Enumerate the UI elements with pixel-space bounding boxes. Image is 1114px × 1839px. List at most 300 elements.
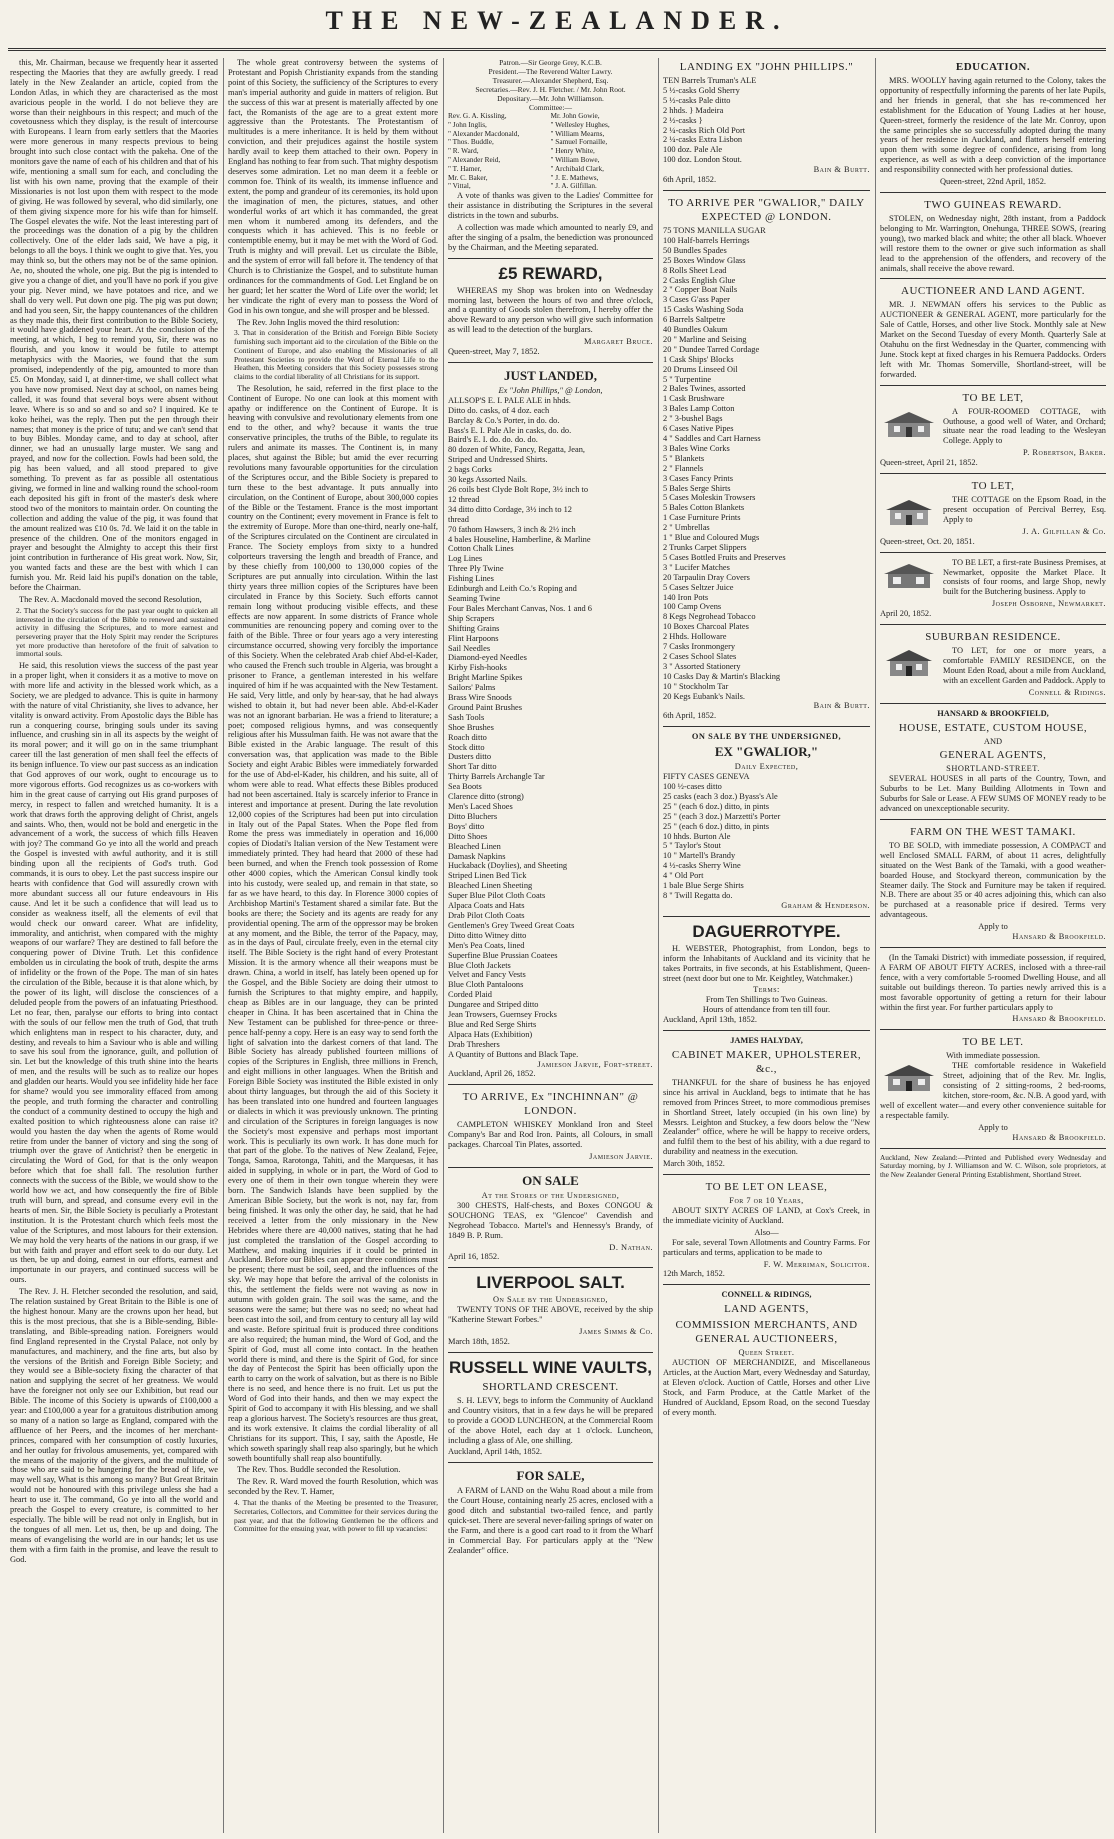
column-divider <box>658 58 659 1833</box>
vaults-title: RUSSELL WINE VAULTS, <box>448 1357 653 1377</box>
list-item: Clarence ditto (strong) <box>448 792 524 802</box>
committee-member: " John Inglis, <box>448 120 487 129</box>
committee-member: " Samuel Fornaille, <box>550 138 608 147</box>
list-item: 25 " (each 6 doz.) ditto, in pints <box>663 801 769 811</box>
final-signature: Hansard & Brookfield. <box>1012 1132 1106 1142</box>
divider <box>880 947 1106 948</box>
onsale-date: April 16, 1852. <box>448 1252 500 1262</box>
guineas-title: TWO GUINEAS REWARD. <box>924 198 1062 211</box>
final-apply: Apply to <box>978 1122 1008 1132</box>
column-1 <box>10 58 218 1833</box>
lease-body-2: For sale, several Town Allotments and Country Farms. For particulars and terms, application to be made to <box>663 1237 870 1257</box>
list-item: 3 Bales Lamp Cotton <box>663 404 735 414</box>
divider <box>663 916 870 917</box>
meeting-closing: A collection was made which amounted to nearly £9, and after the singing of a psalm, the benediction was pronounced by the Chairman, and the Meeting separated. <box>448 222 653 252</box>
list-item: 70 fathom Hawsers, 3 inch & 2½ inch <box>448 524 576 534</box>
committee-right <box>551 112 654 191</box>
list-item: 8 Rolls Sheet Lead <box>663 265 727 275</box>
list-item: 20 " Dundee Tarred Cordage <box>663 344 760 354</box>
hb-title-2: GENERAL AGENTS, <box>939 749 1047 762</box>
list-item: Flint Harpoons <box>448 633 499 643</box>
list-item: Three Ply Twine <box>448 564 504 574</box>
hb-title: HOUSE, ESTATE, CUSTOM HOUSE, <box>898 721 1088 734</box>
list-item: 25 casks (each 3 doz.) Byass's Ale <box>663 791 778 801</box>
list-item: Bleached Linen <box>448 841 501 851</box>
geneva-subtitle: ON SALE BY THE UNDERSIGNED, <box>691 732 842 742</box>
list-item: Ditto Shoes <box>448 831 488 841</box>
daguerrotype-hours: Hours of attendance from ten till four. <box>702 1005 831 1015</box>
farm-signature: Hansard & Brookfield. <box>1012 932 1106 942</box>
divider <box>448 1267 653 1268</box>
landed-item-list <box>448 396 653 1060</box>
list-item: 6 Barrels Saltpetre <box>663 315 726 325</box>
inchinnan-signature: Jamieson Jarvie. <box>589 1152 653 1162</box>
daguerrotype-terms-label: Terms: <box>753 985 780 995</box>
gwalior-date: 6th April, 1852. <box>663 711 717 721</box>
list-item: 80 dozen of White, Fancy, Regatta, Jean, <box>448 445 585 455</box>
halyday-body: THANKFUL for the share of business he has enjoyed since his arrival in Auckland, begs to intimate that he has removed from Princes Street, to more commodious premises in Shortland Street, lately occupied (in his own line) by Messrs. Leighton and Stuckey, a few doors below the "New Zealander" office, where he will be happy to receive orders, and fulfil them to the best of his ability, with a due regard to durability and neatness in the execution. <box>663 1077 870 1157</box>
list-item: 2 ½-casks } <box>663 115 703 125</box>
article-paragraph: The Rev. Thos. Buddle seconded the Resolution. <box>237 1465 401 1475</box>
divider <box>880 703 1106 704</box>
article-paragraph: The whole great controversy between the systems of Protestant and Popish Christianity expands from the standing point of this Society, the sufficiency of the Scriptures to every man's imperial authority and guide in matters of religion. But the success of this war at present is materially affected by one fact, the Romanists of the age are to a great extent more aggressive than the Protestants. The Protestantism of multitudes is a mere inheritance. It is held by them without conviction, and their prejudices against the hostile system hardly avail to keep them attached to their own. Popery in England has nothing to fear from such. That mighty despotism deserves some admiration. Let no man deem it a feeble or common foe. Think of its wealth, its immense influence and extent, the pomp and grandeur of its ceremonies, its hold upon the imagination of men, the pictures, statues, and other wonderful works of art which it has commanded, the great men whom it numbered among its defenders, and the conquests which it has achieved. This is no feeble or contemptible enemy, but it may be met with the Word of God. Truth is mighty and will prevail. Let us circulate the Bible, and the system of error will fall before it. The tendency of that Church is to Christianize the Gospel, and to substitute human ordinances for the commandments of God. Let England be on her guard; let her scatter the Word of Life over the world; let her vindicate the right of every man to possess the Word of God in his own tongue, and she will prosper and be blessed. <box>228 58 438 315</box>
list-item: 10 " Stockholm Tar <box>663 681 729 691</box>
list-item: 10 hhds. Burton Ale <box>663 831 731 841</box>
list-item: Seaming Twine <box>448 593 501 603</box>
divider <box>880 1029 1106 1030</box>
patron-list: Patron.—Sir George Grey, K.C.B. President.—The Reverend Walter Lawry. Treasurer.—Alexander Shepherd, Esq. Secretaries.—Rev. J. H. Fletcher. / Mr. John Root. Depositary.—Mr. John Williamson. Committee:— <box>475 58 626 112</box>
divider <box>448 1462 653 1463</box>
imprint: Auckland, New Zealand:—Printed and Published every Wednesday and Saturday morning, by J. Williamson and W. C. Wilson, sole proprietors, at the New Zealander General Printing Establishment, Shortland Street. <box>880 1152 1106 1179</box>
divider <box>663 1030 870 1031</box>
auctioneer-title: AUCTIONEER AND LAND AGENT. <box>901 285 1085 298</box>
list-item: 8 Kegs Negrohead Tobacco <box>663 612 756 622</box>
halyday-date: March 30th, 1852. <box>663 1159 725 1169</box>
list-item: 40 Bundles Oakum <box>663 325 728 335</box>
list-item: Roach ditto <box>448 732 487 742</box>
list-item: 1 Cask Brushware <box>663 394 725 404</box>
divider <box>448 362 653 363</box>
landed-subtitle: Ex "John Phillips," @ London, <box>498 385 603 395</box>
list-item: Huckaback (Doylies), and Sheeting <box>448 861 568 871</box>
house-icon <box>880 497 938 527</box>
list-item: Log Lines <box>448 554 483 564</box>
landing-signature: Bain & Burtt. <box>813 165 870 175</box>
list-item: Ditto do. casks, of 4 doz. each <box>448 405 550 415</box>
list-item: 2 Casks English Glue <box>663 275 736 285</box>
divider <box>880 278 1106 279</box>
landing-title: LANDING EX "JOHN PHILLIPS." <box>679 61 854 73</box>
committee-member: " R. Ward, <box>448 147 479 156</box>
committee-member: " William Bowe, <box>550 155 600 164</box>
reward-date: Queen-street, May 7, 1852. <box>448 347 540 357</box>
vaults-date: Auckland, April 14th, 1852. <box>448 1447 542 1457</box>
house-illustration <box>880 560 938 590</box>
list-item: 7 Casks Ironmongery <box>663 642 736 652</box>
list-item: Shifting Grains <box>448 623 500 633</box>
list-item: 5 Cases Seltzer Juice <box>663 582 734 592</box>
article-paragraph: He said, this resolution views the success of the past year in a proper light, when it considers it as a motive to move on with more life and activity in the blessed work which, as a Society, we are pledged to advance. This is quite in harmony with the nature of vital Christianity, she lives to advance, her vitality is onward activity. From Apostolic days the Bible has run a conquering course, bringing souls under its saving influence, and crushing sin in all its aspects by the weight of its moral power; and it will go on in the same triumphant career till the last generation of men shall feel the effects of its benign influence. To view our past success as an indication that God approves of our work, ought to encourage us to more vigorous efforts. God recognizes us as co-workers with him in the great cause of carrying out His grand purposes of mercy, in respect to fallen and wretched humanity. It is a work that draws forth the approving delight of Christ, angels and saints. Who, then, would not be bold and energetic in the advancement of a work, the success of which fills Heaven with joy? The command Go ye into all the world and preach the Gospel is invested with awful authority, and it is still binding upon all the recipients of God's truth. God commands, it is ours to obey. Let the past success inspire our hearts with confidence that God will assuredly crown with more abundant success all our future endeavours in His cause. And let it be such a confidence that will lead us to consider as weakness itself, all the elements of evil that would check our onward career. What are infidelity, immorality, and antichrist, when compared with the mighty weapons of our warfare? They are destined to fall before the conquering power of Divine Truth. Let this confidence embolden us in circulating the book of truth, despite the arms of infidelity or the frown of the Pope. The man of sin hates the circulation of the Bible, because it is that alone which, by the power of its light, will disclose the consciences of a deluded people from the powers of an infatuating Priesthood. Let no fear, then, paralyse our efforts to bring into contact with the souls of our fellow men the truth of God, that truth which enlightens man in respect to his character, duty, and destiny, and reveals to him a Saviour who is able and willing to save his soul from the ignorance, guilt, and pollution of sin. Let but the knowledge of this truth shine into the hearts of men, and the results will be such as to realize our hopes and gladden our hearts. Would you see infidelity hide her face for shame? would you see immorality effaced from among the people, and truth forming the character and controlling the conduct of a community destined to occupy the high and exalted position to which righteousness alone can raise it? would you hasten the day when the agents of Rome would retire from under the banner of victory and sing the song of triumph over the grave of Antichrist? then be energetic in circulating the Word of God, for that is the only weapon before which that foe shall fall. The resolution further connects with the success of the Bible, we would show to the world how we act, and how consequently the fire of Bible truth will burn, and spread, and consume every evil in the hearts of men. Sir, the Bible Society is peculiarly a Protestant institution. It is the Protestant church which feels most the value of the Scriptures, and most labours for their extension. We may hold the very hearts of the nations in our grasp, if we but with faith and prayer and effort seek to do our duty. Let us then, be up and doing, earnest in our efforts, earnest and importunate in our prayers, and continued success will be ours. <box>10 661 218 1285</box>
connell-street: Queen Street. <box>738 1348 795 1358</box>
list-item: Fishing Lines <box>448 574 494 584</box>
list-item: Striped and Undressed Shirts. <box>448 455 548 465</box>
daguerrotype-terms: From Ten Shillings to Two Guineas. <box>705 995 828 1005</box>
committee-member: Rev. G. A. Kissling, <box>448 112 507 120</box>
list-item: Velvet and Fancy Vests <box>448 970 526 980</box>
list-item: Dusters ditto <box>448 752 492 762</box>
house-icon <box>880 560 938 590</box>
committee-list <box>448 112 653 191</box>
list-item: Bass's E. I. Pale Ale in casks, do. do. <box>448 425 572 435</box>
list-item: 2 " Flannels <box>663 463 704 473</box>
list-item: ALLSOP'S E. I. PALE ALE in hhds. <box>448 395 571 405</box>
reward-signature: Margaret Bruce. <box>583 337 653 347</box>
masthead-rule <box>8 48 1106 51</box>
list-item: 5 ½-casks Gold Sherry <box>663 85 740 95</box>
lease-also: Also— <box>754 1227 779 1237</box>
list-item: Jean Trowsers, Guernsey Frocks <box>448 1010 557 1020</box>
committee-member: " Alexander Macdonald, <box>448 129 520 138</box>
cottage-title: TO BE LET, <box>962 391 1024 404</box>
list-item: 20 Kegs Eubank's Nails. <box>663 691 745 701</box>
list-item: Blue Cloth Pantaloons <box>448 980 524 990</box>
list-item: 1 bale Blue Serge Shirts <box>663 881 744 891</box>
house-illustration <box>880 1063 938 1093</box>
list-item: 1 Case Furniture Prints <box>663 513 741 523</box>
committee-member: Mr. John Gowie, <box>550 112 600 120</box>
committee-member: " T. Hamer, <box>448 164 482 173</box>
list-item: 10 Boxes Charcoal Plates <box>663 622 749 632</box>
list-item: A Quantity of Buttons and Black Tape. <box>448 1049 579 1059</box>
committee-left <box>448 112 551 191</box>
halyday-name: JAMES HALYDAY, <box>730 1036 803 1046</box>
list-item: 1 " Blue and Coloured Mugs <box>663 533 760 543</box>
list-item: Superfine Blue Prussian Coatees <box>448 950 558 960</box>
salt-date: March 18th, 1852. <box>448 1336 510 1346</box>
list-item: Dungaree and Striped ditto <box>448 1000 539 1010</box>
list-item: Brass Wire Snoods <box>448 693 512 703</box>
list-item: 2 Cases School Slates <box>663 651 737 661</box>
list-item: 3 Bales Wine Corks <box>663 443 730 453</box>
lease-title: TO BE LET ON LEASE, <box>705 1181 828 1194</box>
list-item: 5 Cases Bottled Fruits and Preserves <box>663 552 786 562</box>
salt-subtitle: On Sale by the Undersigned, <box>492 1295 609 1305</box>
list-item: 4 ½-casks Sherry Wine <box>663 861 741 871</box>
list-item: 2 bags Corks <box>448 465 492 475</box>
geneva-signature: Graham & Henderson. <box>781 900 870 910</box>
column-2 <box>228 58 438 1833</box>
lease-body: ABOUT SIXTY ACRES OF LAND, at Cox's Creek, in the immediate vicinity of Auckland. <box>663 1206 870 1225</box>
list-item: Ditto ditto Witney ditto <box>448 930 527 940</box>
list-item: Kirby Fish-hooks <box>448 663 507 673</box>
list-item: Ditto Bluchers <box>448 811 498 821</box>
list-item: Corded Plaid <box>448 990 492 1000</box>
daguerrotype-title: DAGUERROTYPE. <box>692 921 841 941</box>
list-item: 3 " Lucifer Matches <box>663 562 730 572</box>
geneva-title: EX "GWALIOR," <box>714 744 819 760</box>
house-illustration <box>880 409 938 439</box>
house-illustration <box>880 648 938 678</box>
article-paragraph: The Rev. John Inglis moved the third resolution: <box>237 317 400 327</box>
divider <box>663 1284 870 1285</box>
list-item: 5 " Turpentine <box>663 374 712 384</box>
list-item: 100 doz. London Stout. <box>663 155 742 165</box>
resolution-3: 3. That in consideration of the British and Foreign Bible Society furnishing such important aid to the circulation of the Bible on the Continent of Europe, and also enabling the Missionaries of all Protestant Societies to provide the Word of Eternal Life to the Heathen, this Meeting considers that this Society possesses strong claims to the cordial liberality of all Christians for its support. <box>234 328 438 381</box>
list-item: Cotton Chalk Lines <box>448 544 514 554</box>
list-item: Alpaca Coats and Hats <box>448 901 525 911</box>
article-paragraph: The Rev. J. H. Fletcher seconded the resolution, and said, The relation sustained by Great Britain to the Bible is one of the highest honour. Many are the crowns upon her head, but this is the most precious, that she is a Bible-sending, Bible-translating, and Bible-spreading nation. Foreigners would find England represented in the Crystal Palace, not only by manufactures, and machinery, and the fine arts, but also by the versions of the British and Foreign Bible Society; and they would see a Bible-society fixing the character of that nation and supplying the secret of her greatness. We would have the foreigner not only see our Exhibition, but read our Bible. The income of this Society is upwards of £100,000 a year: and £100,000 a year for a gratuitous distribution among so many of a nation so large as England, compared with the affluence of her Peers, and the incomes of her merchant-princes, compared with her consumption of costly luxuries, and her outlay for frivolous amusements, yet, compared with the means of the majority of the givers, and the multitude of those who are said to be hungering for the bread of life, we may well say, What is this among so many? But Great Britain would not be honoured with this privilege unless she had a heart to use it. The command, Go ye into all the world and preach the Gospel to every creature, is committed to her especially. The bible will be read not only in English, but in the tongues of all men. Let us, then, be up and doing. The means of evangelising the world are in our hands; let us use them with a firm faith in the promise, and leave the result to God. <box>10 1287 218 1564</box>
resolution-4: 4. That the thanks of the Meeting be presented to the Treasurer, Secretaries, Collectors, and Committee for their services during the past year, and that the following Gentlemen be the officers and Committee for the ensuing year, with power to fill up vacancies: <box>234 1498 438 1534</box>
list-item: 30 kegs Assorted Nails. <box>448 475 528 485</box>
final-title: TO BE LET. <box>962 1036 1024 1049</box>
list-item: 12 thread <box>448 494 480 504</box>
list-item: 3 " Assorted Stationery <box>663 661 741 671</box>
list-item: Thirty Barrels Archangle Tar <box>448 772 545 782</box>
list-item: Short Tar ditto <box>448 762 497 772</box>
guineas-body: STOLEN, on Wednesday night, 28th instant, from a Paddock belonging to Mr. Warrington, Onehunga, THREE SOWS, (rearing young), two marked black and white; the other all black. Whoever will restore them to the owner or give such information as shall lead to the apprehension of the offenders, and recovery of the animals, shall receive the above reward. <box>880 213 1106 273</box>
committee-member: " Archibald Clark, <box>550 164 604 173</box>
onsale-signature: D. Nathan. <box>609 1242 653 1252</box>
list-item: 26 coils best Clyde Bolt Rope, 3½ inch to <box>448 485 589 495</box>
daguerrotype-date: Auckland, April 13th, 1852. <box>663 1015 757 1025</box>
list-item: Sailors' Palms <box>448 683 496 693</box>
house-icon <box>880 648 938 678</box>
shop-body: TO BE LET, a first-rate Business Premises, at Newmarket, opposite the Market Place. It consists of four rooms, and large Shop, newly built for the Butchering business. Apply to <box>943 557 1106 597</box>
geneva-item-list <box>663 772 870 901</box>
divider <box>880 552 1106 553</box>
committee-member: " Henry White, <box>550 147 595 156</box>
list-item: Baird's E. I. do. do. do. do. <box>448 435 538 445</box>
list-item: Shoe Brushes <box>448 722 494 732</box>
list-item: Bright Marline Spikes <box>448 673 523 683</box>
list-item: 20 Drums Linseed Oil <box>663 364 738 374</box>
list-item: 2 hhds. } Madeira <box>663 105 724 115</box>
inchinnan-title: TO ARRIVE, Ex "INCHINNAN" @ LONDON. <box>462 1091 639 1118</box>
list-item: Drab Threshers <box>448 1039 500 1049</box>
list-item: 2 " 3-bushel Bags <box>663 414 723 424</box>
divider <box>448 1167 653 1168</box>
farm2-signature: Hansard & Brookfield. <box>1012 1014 1106 1024</box>
list-item: Barclay & Co.'s Porter, in do. do. <box>448 415 560 425</box>
farm-body: TO BE SOLD, with immediate possession, A COMPACT and well Enclosed SMALL FARM, of about 11 acres, delightfully situated on the West Bank of the Tamaki, with a good weather-boarded House, and Stockyard thereon, communication by the Steamer daily. The Stock and Furniture may be taken if required. N.B. There are about 35 or 40 acres adjoining this, which can also be purchased at a reasonable price if desired. Terms very advantageous. <box>880 840 1106 920</box>
list-item: Boys' ditto <box>448 821 485 831</box>
shop-signature: Joseph Osborne, Newmarket. <box>991 599 1106 609</box>
divider <box>663 1174 870 1175</box>
list-item: 25 Boxes Window Glass <box>663 255 746 265</box>
suburban-body: TO LET, for one or more years, a comfortable FAMILY RESIDENCE, on the Mount Eden Road, about a mile from Auckland, with an excellent Garden and Paddock. Apply to <box>943 646 1106 685</box>
committee-member: " Alexander Reid, <box>448 155 501 164</box>
list-item: 50 Bundles Spades <box>663 245 727 255</box>
list-item: Ship Scrapers <box>448 613 495 623</box>
committee-member: Mr. C. Baker, <box>448 173 488 182</box>
lease-date: 12th March, 1852. <box>663 1269 725 1279</box>
connell-name: CONNELL & RIDINGS, <box>721 1290 812 1300</box>
list-item: 5 Bales Serge Shirts <box>663 483 731 493</box>
suburban-title: SUBURBAN RESIDENCE. <box>925 631 1061 644</box>
list-item: Drab Pilot Cloth Coats <box>448 910 525 920</box>
cottage-body: A FOUR-ROOMED COTTAGE, with Outhouse, a good well of Water, and Orchard; situate near the road leading to the Wesleyan College. Apply to <box>943 406 1106 446</box>
list-item: Sail Needles <box>448 643 491 653</box>
divider <box>880 624 1106 625</box>
list-item: 25 " (each 3 doz.) Marzetti's Porter <box>663 811 781 821</box>
list-item: Alpaca Hats (Exhibition) <box>448 1029 533 1039</box>
list-item: 3 Cases G'ass Paper <box>663 295 730 305</box>
divider <box>663 726 870 727</box>
masthead: THE NEW-ZEALANDER. <box>325 6 789 35</box>
inchinnan-body: CAMPLETON WHISKEY Monkland Iron and Steel Company's Bar and Rod Iron. Paints, all Colours, in small packages. Charcoal Tin Plates, assorted. <box>448 1120 653 1150</box>
tolet-body: THE COTTAGE on the Epsom Road, in the present occupation of Percival Berrey, Esq. Apply to <box>943 495 1106 524</box>
column-4 <box>663 58 870 1833</box>
list-item: Four Bales Merchant Canvas, Nos. 1 and 6 <box>448 603 592 613</box>
list-item: 25 " (each 6 doz.) ditto, in pints <box>663 821 769 831</box>
farm-apply: Apply to <box>978 922 1008 932</box>
shop-date: April 20, 1852. <box>880 609 932 619</box>
list-item: 75 TONS MANILLA SUGAR <box>663 225 766 235</box>
divider <box>880 192 1106 193</box>
committee-member: " Vittal, <box>448 182 471 191</box>
list-item: 10 Casks Day & Martin's Blacking <box>663 671 781 681</box>
article-paragraph: this, Mr. Chairman, because we frequently hear it asserted respecting the Maories that they are awfully greedy. I read lately in the New Zealander an article, copied from the London Atlas, in which they are characterised as the most avaricious people in the world. I do not believe they are worse than their neighbours in this respect; and much of the covetousness which they display, is the result of intercourse with Europeans. I learn from early settlers that the Maories were more generous in many respects previous to being brought into such close contact with the pakeha. One of the monitors gave the name of each of his children and that of his wife, mentioning a small sum for each, and concluding the list with his own name, proving that the example of their Missionaries is not lost upon them with respect to the mode of giving. He was followed by several, who did similarly, one of them giving sixpence more for his wife than for himself. The Gospel elevates the wife. Not the least interesting part of the proceedings was the donation of a pig by the children collectively. One of the elder lads said, We have a pig, it belongs to all the boys. I think we ought to give that. Yes, you may think so, but the others may not be of the same opinion. Ae, no, shouted the whole, one pig. But the pig is intended to give you a change of diet, and you'll have no pork if you give your pig. Never mind, we have potatoes and rice, and we shall do very well. Put down one pig. The pig was put down; and had you seen, Sir, the happy countenances of the children as they made this, their first contribution to the Bible Society, it would have gladdened your heart. At the conclusion of the meeting, at which, I beg to remind you, Sir, there was no flourish, and you know it would be futile to attempt metaphysics with the Maories, we found that the sum promised, independently of the pig, amounted to more than £5. On Monday, said I, at dinner-time, we shall collect what you have now promised. Next day at school, on names being called, it was found that several boys were absent without leave. Where is so and so and so and so? I inquired. Ke te koko heihei, was the reply. Then put the pen through their names; that money is the price of tutu; and we can't send that to buy Bibles. Monday came, and to day at school, after dinner, we had an unusually large muster. We sang and prayed, and now for the collection. Fowls had been sold, the pig has been valued, and all stood prepared to give something. To prevent as far as possible all ostentatious giving, we formed in line and walking round the school-room each deposited his gift in front of the master's desk where stood two of the monitors to maintain order. On counting the collection and adding the value of the pig, it was found that the amount realized was £10 0s. 7d. We laid it on the table in presence of the children. One of the monitors engaged in prayer and besought the Almighty to accept this their first joint contribution in furtherance of His great work. Now, Sir, you wanted facts and these are the best with which I can furnish you. Mr. Reid laid his pupil's donation on the table, before the Chairman. <box>10 58 218 593</box>
list-item: 5 Bales Cotton Blankets <box>663 503 745 513</box>
column-divider <box>875 58 876 1833</box>
education-body: MRS. WOOLLY having again returned to the Colony, takes the opportunity of respectfully informing the parents of her late Pupils, and her friends in general, that she has re-commenced her establishment for the Education of Young Ladies at her house, Queen-street, formerly the residence of the late Mr. Conroy, upon the same principles she so successfully adopted during the many years of her residence in Auckland, and flatters herself entering upon them with some degree of confidence, arising from long experience, as well as with a deep conviction of the importance and responsibility connected with her professional duties. <box>880 76 1106 175</box>
halyday-title: CABINET MAKER, UPHOLSTERER, &c., <box>671 1048 862 1075</box>
meeting-closing: A vote of thanks was given to the Ladies' Committee for their assistance in distributing the Scriptures in the several districts in the town and suburbs. <box>448 191 653 220</box>
list-item: 3 Cases Fancy Prints <box>663 473 734 483</box>
article-paragraph: The Resolution, he said, referred in the first place to the Continent of Europe. No one can look at this moment with apathy or indifference on the Continent of Europe. It is heaving with convulsive and revolutionary elements from one end to the other, and why? because it wants the true conservative principles, the truths of the Bible, to regulate its rulers and animate its masses. The Continent is, in many places, shut against the Bible; but amid the ever recurring revolutions many favourable opportunities for the circulation of the Scriptures occur, and the Bible Society is prepared to turn these to the best advantage. It puts annually into circulation, on the Continent of Europe, about 300,000 copies of the Bible or the Testament. France is the most important country on the Continent; every movement in France is felt to the extremity of Europe. More than one-third, nearly one-half, of the Scriptures circulated on the Continent are circulated in France. The Society employs from sixty to a hundred colporteurs traversing the length and breadth of France, and by these chiefly from 100,000 to 130,000 copies of the Scriptures are put annually into circulation. Within the last thirty years three million copies of the Scriptures have been circulated in France by this Society. Such efforts cannot remain long without producing visible effects, and these effects are now apparent. In some districts of France whole communities are renouncing popery and coming over to the faith of the Bible. Three or four years ago a very interesting circumstance occurred, showing very forcibly the importance of this Society. When the celebrated Arab chief Abd-el-Kader, who caused the French such trouble in Algeria, was brought a prisoner to France, a gentleman interested in his welfare inquired of him if he was acquainted with the New Testament. He said, Very little, and only by hear-say, that he had always wished to obtain it, but had never been able. Abd-el-Kader was not an ignorant barbarian. He was a friend to literature; a poet; composed religious hymns, and was consequently religious after his Mussulman faith. He was not aware that the Bible existed in the Arabic language. The result of this conversation was, that application was made to the Bible Society and eight Arabic Bibles were immediately forwarded for the use of Abd-el-Kader, his children, and his suite, all of whom were able to read. What effects these Bibles produced had not been ascertained. Italy is scarcely inferior to France in interest and importance at present. During the late revolution 12,000 copies of the Scriptures had been put into circulation in Italy out of the Papal States. When the Pope fled from Rome the press was immediately in operation and 16,000 copies of Diodati's Italian version of the New Testament were immediately printed. They had heard that 2000 of these had been burned, and when the French took possession of Rome other 4000 copies, which the American Consul kindly took into his custody, were sealed up, and remain in that state, so far as we have heard, to this day. In Florence 3000 copies of Archbishop Martini's Testament shared a similar fate. But the books are there; the Society and its agents are ready for any providential opening. The arm of the oppressor may be broken at any moment, and the Bible, the terror of the Papacy, may, as in the days of Paul, circulate freely, even in the eternal city itself. The Bible Society is the right hand of every Protestant Mission. It is the armory whence all their weapons must be drawn. China, a world in itself, has lately been opened up for the Gospel, and the Bible Society are doing their utmost to furnish the Scriptures to that mighty empire, and happily, cheap as Bibles are in our language, they can be printed cheaper in China. It has been ascertained that in China the New Testament can be published for three-pence or three-pence half-penny a copy. Here is an easy way to send forth the light of salvation into the darkest corners of that land. The Bible Society has already published fourteen millions of copies of the Scriptures in English, three millions in French, and eight millions in other languages. When the British and Foreign Bible Society was instituted the Bible existed in only about thirty languages, but through the aid of this Society it has been translated into one hundred and fourteen languages or dialects in which it was previously unknown. The printing and circulation of the Scriptures in foreign languages is now the Society's most expensive and perhaps most important work. This is peculiarly its own work. It has done much for that part of the globe. To the natives of New Zealand, Fejee, Tonga, Samoa, Rarotonga, Tahiti, and the Marquesas, it has aided in supplying, in whole or in part, the Word of God to every one of them in their own tongue wherein they were born. The Sandwich Islands have been supplied by the American Bible Society, but the work is not, nay far, from being finished. It was only the other day, he said, that he had received a letter from the only missionary in the New Hebrides where there are 40,000 natives, stating that he had just completed the translation of the Gospel according to Matthew, and making inquiries if it could be printed in Auckland. Before our Bibles can appear three conditions must be present; there must be soil, seed, and the influences of the sky. We may hope that before the arrival of the colonists in this, the settlement the fields were not waving as now in autumn with golden grain. The soil was the same, and the seasons were the same; but there was no seed; no wheat had been cast into the soil, and from century to century all lay wild and waste. Before spiritual fruit is produced three conditions are also required; the human mind, the Word of God, and the Spirit of God, must all come into contact. In the heathen world there is mind, and there is the Spirit of God, for since the day of Pentecost the Spirit has been officially upon the earth to carry on the work of salvation, but as there is no Bible there is no seed, and hence there is no fruit. Let us put the Word of God into their hands, and then we may expect the Spirit of God to accompany it with His blessing, and we shall reap a glorious harvest. The Society's resources are thus great, and its work extensive. It claims the cordial liberality of all Christians for its support. This, I say, saith the Apostle, He which soweth sparingly shall reap also sparingly, but he which soweth bountifully shall reap also bountifully. <box>228 383 438 1463</box>
cottage-date: Queen-street, April 21, 1852. <box>880 458 978 468</box>
tolet-signature: J. A. Gilfillan & Co. <box>1022 526 1106 536</box>
landed-signature: Jamieson Jarvie, Fort-street. <box>537 1059 653 1069</box>
final-subtitle: With immediate possession. <box>946 1051 1040 1061</box>
committee-member: " J. E. Mathews, <box>550 173 599 182</box>
salt-title: LIVERPOOL SALT. <box>476 1273 625 1293</box>
list-item: 100 ½-cases ditto <box>663 782 722 791</box>
connell-title-2: COMMISSION MERCHANTS, AND GENERAL AUCTIONEERS, <box>675 1319 858 1346</box>
list-item: 100 Half-barrels Herrings <box>663 235 750 245</box>
final-body: THE comfortable residence in Wakefield Street, adjoining that of the Rev. Mr. Inglis, consisting of 2 sitting-rooms, 2 bed-rooms, kitchen, store-room, &c. N.B. A good yard, with well of excellent water—and every other convenience suitable for a respectable family. <box>880 1061 1106 1120</box>
onsale-body: 300 CHESTS, Half-chests, and Boxes CONGOU & SOUCHONG TEAS, ex "Glencoe" Cavendish and Negrohead Tobacco. Martel's and Hennessy's Brandy, of 1849 B. P. Rum. <box>448 1200 653 1240</box>
list-item: 100 doz. Pale Ale <box>663 145 723 155</box>
column-divider <box>443 58 444 1833</box>
education-date: Queen-street, 22nd April, 1852. <box>939 177 1047 187</box>
list-item: Bleached Linen Sheeting <box>448 881 533 891</box>
reward-body: WHEREAS my Shop was broken into on Wednesday morning last, between the hours of two and three o'clock, and a quantity of Goods stolen therefrom, I hereby offer the above Reward to any person who will give such information as will lead to the detection of the burglars. <box>448 285 653 335</box>
gwalior-title: TO ARRIVE PER "GWALIOR," DAILY EXPECTED @ LONDON. <box>668 196 865 223</box>
forsale-title: FOR SALE, <box>516 1468 585 1484</box>
divider <box>663 190 870 191</box>
column-divider <box>223 58 224 1833</box>
landed-title: JUST LANDED, <box>504 367 597 383</box>
list-item: 4 " Old Port <box>663 871 704 881</box>
cottage-signature: P. Robertson, Baker. <box>1022 448 1106 458</box>
list-item: Men's Pea Coats, lined <box>448 940 525 950</box>
list-item: 2 " Copper Boat Nails <box>663 285 738 295</box>
committee-member: " William Mearns, <box>550 129 605 138</box>
list-item: 6 Cases Native Pipes <box>663 424 734 434</box>
list-item: 5 Cases Moleskin Trowsers <box>663 493 756 503</box>
list-item: Super Blue Pilot Cloth Coats <box>448 891 546 901</box>
landing-date: 6th April, 1852. <box>663 175 717 185</box>
article-paragraph: The Rev. A. Macdonald moved the second Resolution, <box>19 594 202 604</box>
hb-name: HANSARD & BROOKFIELD, <box>937 708 1049 718</box>
suburban-signature: Connell & Ridings. <box>1028 687 1106 697</box>
list-item: 2 ¼-casks Extra Lisbon <box>663 135 743 145</box>
list-item: 34 ditto ditto Cordage, 3½ inch to 12 <box>448 504 572 514</box>
gwalior-item-list <box>663 226 870 702</box>
list-item: 10 " Martell's Brandy <box>663 851 736 861</box>
list-item: 5 " Blankets <box>663 453 705 463</box>
onsale-title: ON SALE <box>522 1173 579 1189</box>
house-illustration <box>880 497 938 527</box>
divider <box>880 1148 1106 1149</box>
column-3 <box>448 58 653 1833</box>
list-item: Sea Boots <box>448 782 482 792</box>
resolution-2: 2. That the Society's success for the past year ought to quicken all interested in the circulation of the Bible to renewed and sustained activity in diffusing the Scriptures, and to more earnest and persevering prayer that the Holy Spirit may render the Scriptures yet more productive than heretofore of the fruit of salvation to immortal souls. <box>16 605 218 659</box>
salt-signature: James Simms & Co. <box>579 1327 653 1337</box>
lease-subtitle: For 7 or 10 Years, <box>729 1196 804 1206</box>
list-item: Sash Tools <box>448 712 485 722</box>
divider <box>448 1352 653 1353</box>
hb-body: SEVERAL HOUSES in all parts of the Country, Town, and Suburbs to be Let. Many Building Allotments in Town and Suburbs for Sale or Lease. A FEW SUMS OF MONEY ready to be advanced on unexceptionable security. <box>880 774 1106 814</box>
list-item: Edinburgh and Leith Co.'s Roping and <box>448 584 577 594</box>
connell-body: AUCTION OF MERCHANDIZE, and Miscellaneous Articles, at the Auction Mart, every Wednesday and Saturday, at Eleven o'clock. Auction of Cattle, Horses and other Live Stock, and Farm Produce, at the Cattle Market of the Hundred of Auckland, Epsom Road, on the second Tuesday of every month. <box>663 1358 870 1417</box>
list-item: Striped Linen Bed Tick <box>448 871 527 881</box>
list-item: TEN Barrels Truman's ALE <box>663 76 757 85</box>
list-item: 140 Iron Pots <box>663 592 709 602</box>
list-item: 2 " Umbrellas <box>663 523 710 533</box>
hb-street: SHORTLAND-STREET. <box>946 764 1040 774</box>
divider <box>448 258 653 259</box>
daguerrotype-body: H. WEBSTER, Photographist, from London, begs to inform the Inhabitants of Auckland and its vicinity that he takes Portraits, in five seconds, at his Establishment, Queen-street (next door but one to Mr. Keightley, Watchmaker.) <box>663 943 870 983</box>
geneva-subtitle-2: Daily Expected, <box>734 762 799 772</box>
list-item: 20 " Marline and Seising <box>663 334 747 344</box>
divider <box>448 1084 653 1085</box>
list-item: Ground Paint Brushes <box>448 702 522 712</box>
divider <box>880 473 1106 474</box>
list-item: thread <box>448 514 469 524</box>
list-item: 15 Casks Washing Soda <box>663 305 744 315</box>
list-item: 4 bales Houseline, Hamberline, & Marline <box>448 534 591 544</box>
list-item: 2 Trunks Carpet Slippers <box>663 542 747 552</box>
list-item: Diamond-eyed Needles <box>448 653 527 663</box>
list-item: Men's Laced Shoes <box>448 802 513 812</box>
farm-title: FARM ON THE WEST TAMAKI. <box>910 825 1076 838</box>
list-item: 4 " Saddles and Cart Harness <box>663 434 761 443</box>
landing-item-list <box>663 76 870 165</box>
landed-date: Auckland, April 26, 1852. <box>448 1069 536 1079</box>
divider <box>880 819 1106 820</box>
vaults-body: S. H. LEVY, begs to inform the Community of Auckland and Country visitors, that in a few days he will be prepared to provide a GOOD LUNCHEON, at the Commercial Room of the above Hotel, each day at 1 o'clock. Luncheon, including a glass of Ale, one shilling. <box>448 1395 653 1445</box>
list-item: 2 Bales Twines, assorted <box>663 384 746 394</box>
reward-title: £5 REWARD, <box>498 263 603 283</box>
house-icon <box>880 1063 938 1093</box>
committee-member: " J. A. Gilfillan. <box>550 182 597 191</box>
salt-body: TWENTY TONS OF THE ABOVE, received by the ship "Katherine Stewart Forbes." <box>448 1305 653 1325</box>
lease-signature: F. W. Merriman, Solicitor. <box>763 1259 870 1269</box>
column-5 <box>880 58 1106 1833</box>
list-item: 2 Hhds. Holloware <box>663 632 727 642</box>
vaults-subtitle: SHORTLAND CRESCENT. <box>482 1380 619 1393</box>
education-title: EDUCATION. <box>955 61 1031 73</box>
tolet-date: Queen-street, Oct. 20, 1851. <box>880 536 975 546</box>
divider <box>880 385 1106 386</box>
committee-member: " Thos. Buddle, <box>448 138 494 147</box>
onsale-subtitle: At the Stores of the Undersigned, <box>481 1191 620 1201</box>
list-item: Blue and Red Serge Shirts <box>448 1019 537 1029</box>
list-item: 2 ¼-casks Rich Old Port <box>663 125 746 135</box>
committee-member: " Wellesley Hughes, <box>550 120 610 129</box>
